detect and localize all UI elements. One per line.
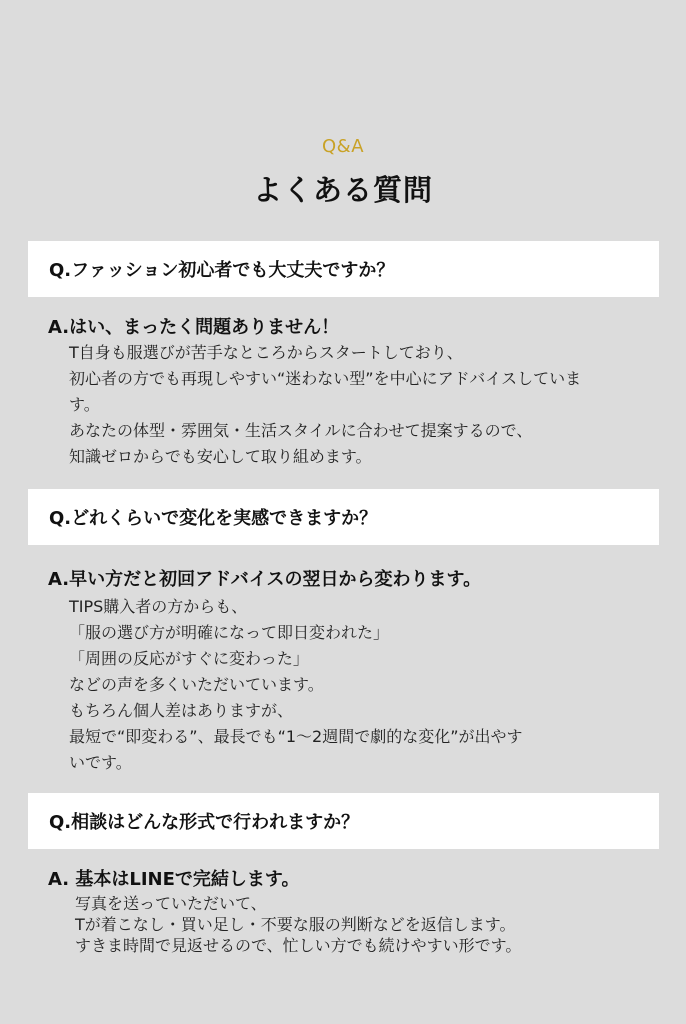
faq-answer-title-3: A. 基本はLINEで完結します。 bbox=[48, 869, 300, 890]
faq-question-1-text: Q.ファッション初心者でも大丈夫ですか？ bbox=[49, 260, 395, 281]
faq-question-2 bbox=[28, 489, 659, 545]
answer-line: 初心者の方でも再現しやすい“迷わない型”を中心にアドバイスしていま bbox=[69, 369, 582, 388]
faq-answer-title-1: A.はい、まったく問題ありません！ bbox=[48, 317, 340, 338]
faq-answer-body-1 bbox=[69, 340, 581, 470]
answer-line: 知識ゼロからでも安心して取り組めます。 bbox=[69, 447, 372, 466]
faq-answer-body-2 bbox=[69, 594, 523, 776]
answer-line: 写真を送っていただいて、 bbox=[75, 894, 267, 913]
page-title: よくある質問 bbox=[252, 173, 433, 207]
faq-question-3-text: Q.相談はどんな形式で行われますか？ bbox=[49, 812, 360, 833]
faq-question-3 bbox=[28, 793, 659, 849]
answer-line: などの声を多くいただいています。 bbox=[69, 675, 324, 694]
qa-eyebrow: Q&A bbox=[321, 136, 365, 157]
answer-line: す。 bbox=[69, 395, 100, 414]
faq-question-1 bbox=[28, 241, 659, 297]
answer-line: T自身も服選びが苦手なところからスタートしており、 bbox=[69, 343, 463, 362]
answer-line: もちろん個人差はありますが、 bbox=[69, 701, 294, 720]
answer-line: Tが着こなし・買い足し・不要な服の判断などを返信します。 bbox=[75, 915, 516, 934]
answer-line: いです。 bbox=[69, 753, 132, 772]
answer-line: 「服の選び方が明確になって即日変われた」 bbox=[69, 623, 390, 642]
faq-answer-title-2: A.早い方だと初回アドバイスの翌日から変わります。 bbox=[48, 569, 482, 590]
answer-line: すきま時間で見返せるので、忙しい方でも続けやすい形です。 bbox=[75, 936, 522, 955]
faq-question-2-text: Q.どれくらいで変化を実感できますか？ bbox=[49, 508, 378, 529]
answer-line: あなたの体型・雰囲気・生活スタイルに合わせて提案するので、 bbox=[69, 421, 533, 440]
answer-line: 最短で“即変わる”、最長でも“1〜2週間で劇的な変化”が出やす bbox=[69, 727, 523, 746]
answer-line: TIPS購入者の方からも、 bbox=[69, 597, 248, 616]
faq-answer-body-3 bbox=[75, 893, 521, 956]
answer-line: 「周囲の反応がすぐに変わった」 bbox=[69, 649, 309, 668]
